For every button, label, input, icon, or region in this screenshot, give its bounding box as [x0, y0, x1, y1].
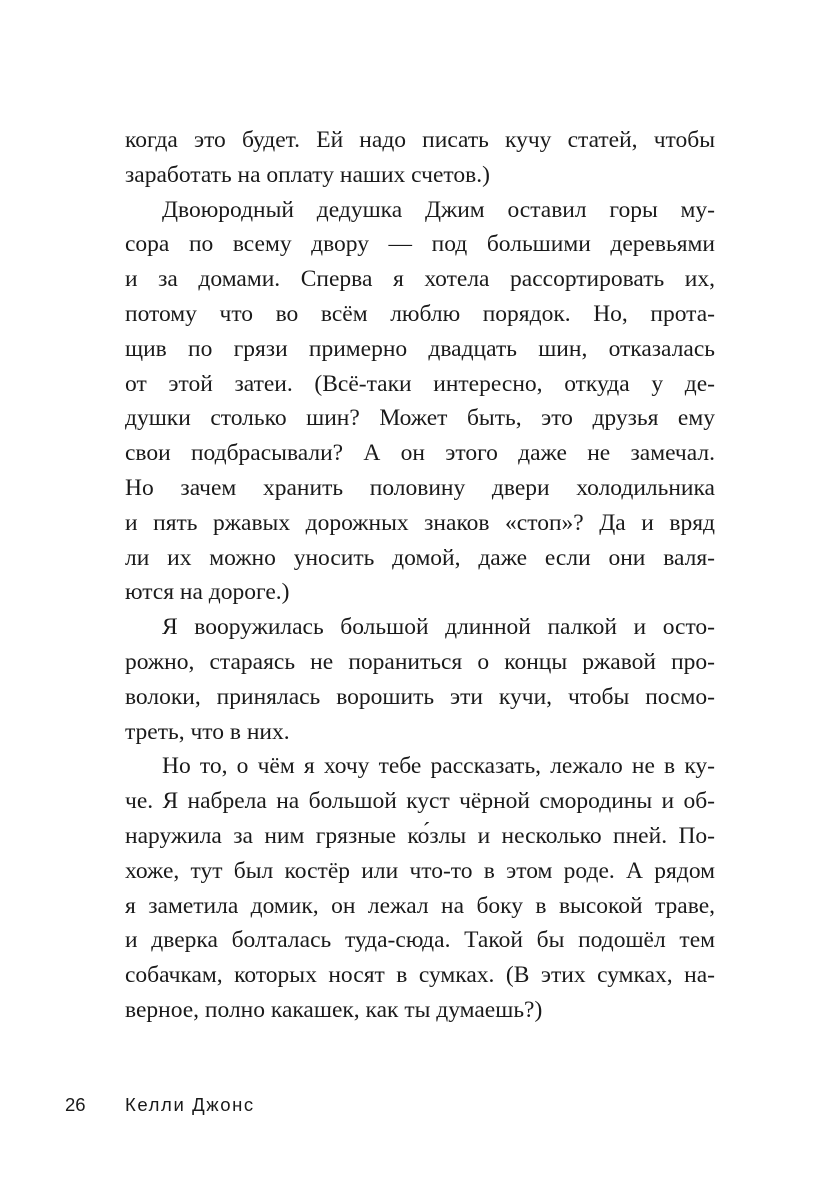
text-line: наружила за ним грязные ко́злы и несколько пней. По-	[125, 822, 715, 849]
text-line: рожно, стараясь не пораниться о концы ржавой про-	[125, 648, 715, 675]
text-line: треть, что в них.	[125, 718, 290, 745]
text-line: хоже, тут был костёр или что-то в этом роде. А рядом	[125, 857, 715, 884]
text-line: потому что во всём люблю порядок. Но, прота-	[125, 300, 715, 327]
text-line: и пять ржавых дорожных знаков «стоп»? Да и вряд	[125, 509, 715, 536]
page-footer	[65, 1094, 255, 1116]
text-line: когда это будет. Ей надо писать кучу статей, чтобы	[125, 127, 715, 153]
text-line: ются на дороге.)	[125, 579, 290, 606]
text-line: че. Я набрела на большой куст чёрной смородины и об-	[125, 788, 715, 815]
text-line: от этой затеи. (Всё-таки интересно, откуда у де-	[125, 370, 715, 397]
text-line: и дверка болталась туда-сюда. Такой бы подошёл тем	[125, 927, 715, 954]
text-line: и за домами. Сперва я хотела рассортировать их,	[125, 266, 715, 293]
text-line: Но то, о чём я хочу тебе рассказать, лежало не в ку-	[162, 753, 715, 780]
text-line: сора по всему двору — под большими деревьями	[125, 231, 715, 258]
text-line: свои подбрасывали? А он этого даже не замечал.	[125, 440, 715, 467]
author-name: Келли Джонс	[125, 1094, 255, 1115]
page-number: 26	[65, 1094, 86, 1115]
text-line: заработать на оплату наших счетов.)	[125, 161, 490, 188]
text-line: Я вооружилась большой длинной палкой и осто-	[162, 614, 715, 641]
text-line: Двоюродный дедушка Джим оставил горы му-	[162, 196, 715, 223]
text-line: Но зачем хранить половину двери холодильника	[125, 474, 715, 501]
text-line: волоки, принялась ворошить эти кучи, чтобы посмо-	[125, 683, 715, 710]
body-text	[125, 123, 715, 1028]
text-line: я заметила домик, он лежал на боку в высокой траве,	[125, 892, 715, 919]
text-line: собачкам, которых носят в сумках. (В этих сумках, на-	[125, 962, 715, 989]
text-line: ли их можно уносить домой, даже если они валя-	[125, 544, 715, 571]
text-line: верное, полно какашек, как ты думаешь?)	[125, 996, 543, 1023]
text-line: душки столько шин? Может быть, это друзья ему	[125, 405, 715, 432]
text-line: щив по грязи примерно двадцать шин, отказалась	[125, 335, 715, 362]
